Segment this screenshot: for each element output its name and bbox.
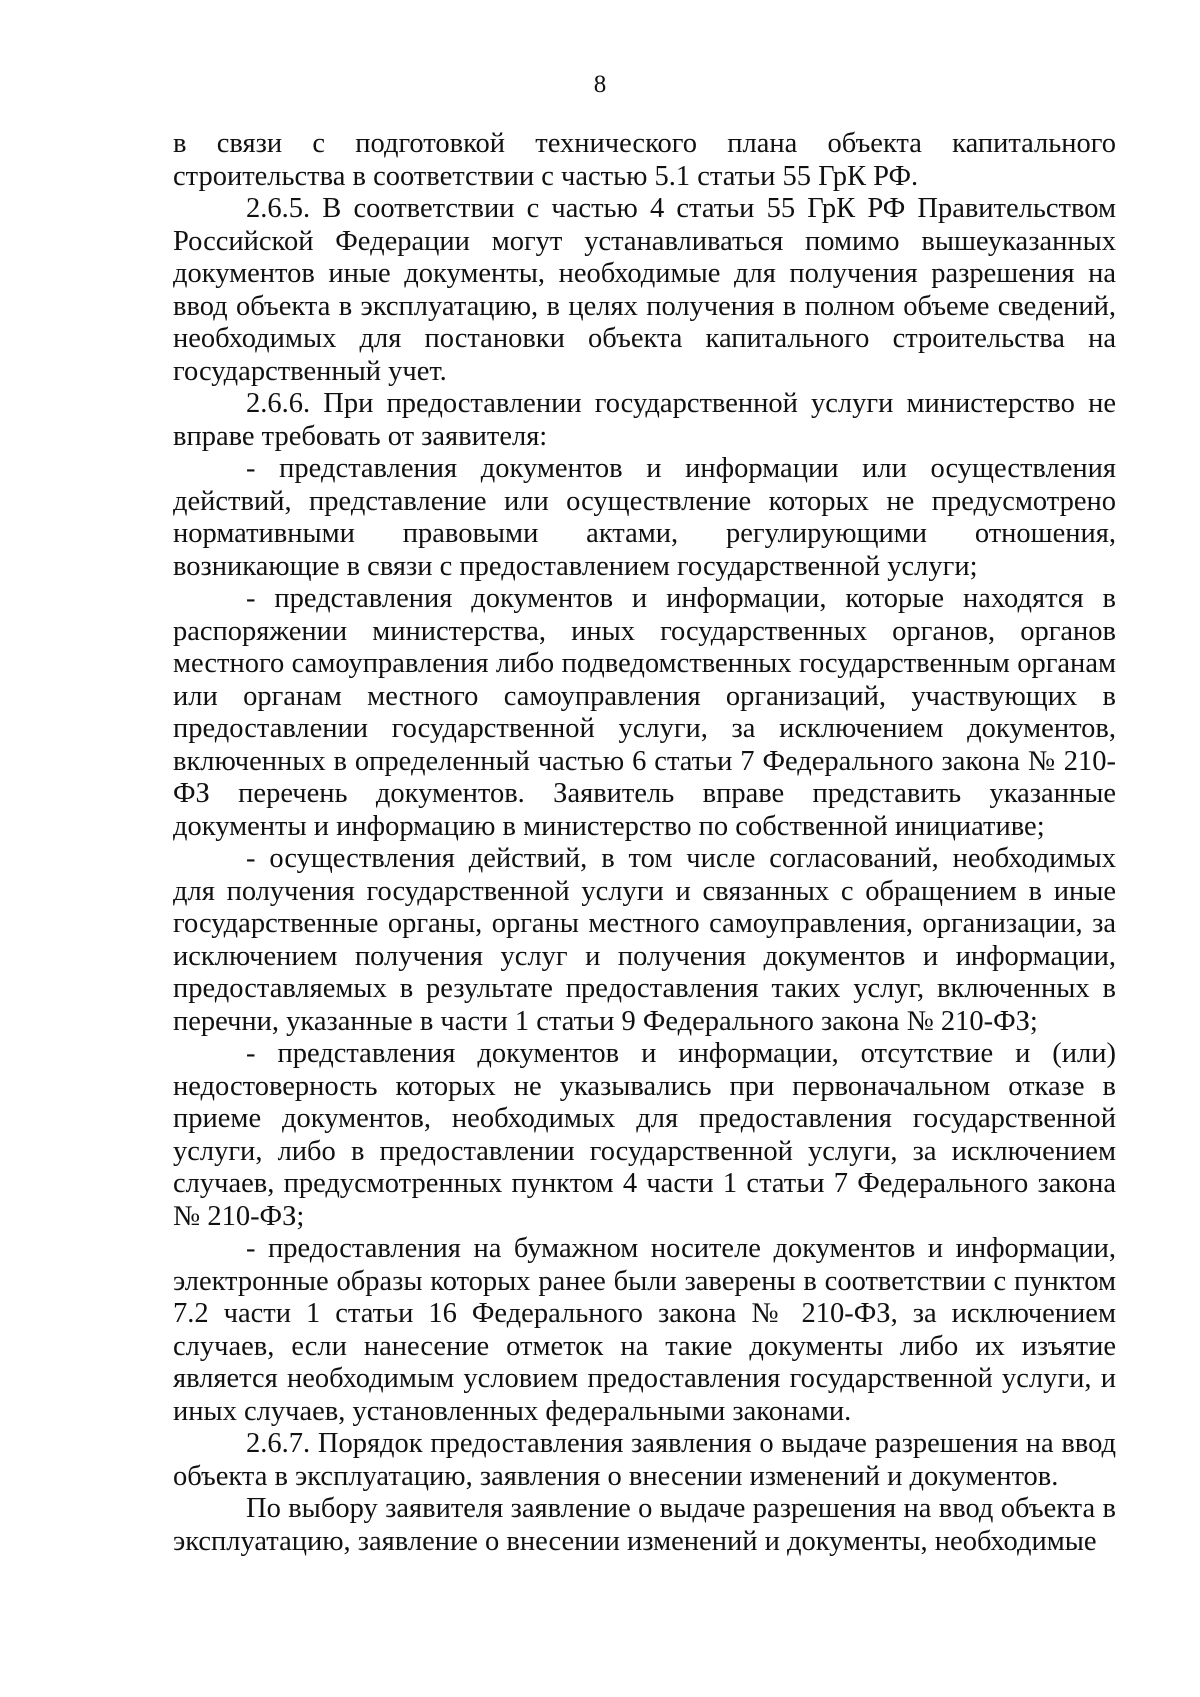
list-item: - предоставления на бумажном носителе документов и информации, электронные образы которых ранее были заверены в соответствии с пунктом 7.2 части 1 статьи 16 Федерального закона № 210-ФЗ, за исключением случаев, если нанесение отметок на такие документы либо их изъятие является необходимым условием предоставления государственной услуги, и иных случаев, установленных федеральными законами. [173,1233,1116,1427]
paragraph-2-6-7: 2.6.7. Порядок предоставления заявления о выдаче разрешения на ввод объекта в эксплуатацию, заявления о внесении изменений и документов. [173,1428,1116,1492]
paragraph-2-6-5: 2.6.5. В соответствии с частью 4 статьи 55 ГрК РФ Правительством Российской Федерации могут устанавливаться помимо вышеуказанных документов иные документы, необходимые для получения разрешения на ввод объекта в эксплуатацию, в целях получения в полном объеме сведений, необходимых для постановки объекта капитального строительства на государственный учет. [173,193,1116,387]
paragraph-applicant-choice: По выбору заявителя заявление о выдаче разрешения на ввод объекта в эксплуатацию, заявление о внесении изменений и документы, необходимые [173,1493,1116,1557]
document-body [173,128,1116,1558]
list-item: - представления документов и информации, которые находятся в распоряжении министерства, иных государственных органов, органов местного самоуправления либо подведомственных государственным органам или органам местного самоуправления организаций, участвующих в предоставлении государственной услуги, за исключением документов, включенных в определенный частью 6 статьи 7 Федерального закона № 210-ФЗ перечень документов. Заявитель вправе представить указанные документы и информацию в министерство по собственной инициативе; [173,583,1116,842]
page-number: 8 [593,71,607,98]
list-item: - представления документов и информации или осуществления действий, представление или осуществление которых не предусмотрено нормативными правовыми актами, регулирующими отношения, возникающие в связи с предоставлением государственной услуги; [173,453,1116,582]
list-item: - представления документов и информации, отсутствие и (или) недостоверность которых не указывались при первоначальном отказе в приеме документов, необходимых для предоставления государственной услуги, либо в предоставлении государственной услуги, за исключением случаев, предусмотренных пунктом 4 части 1 статьи 7 Федерального закона № 210-ФЗ; [173,1038,1116,1232]
list-item: - осуществления действий, в том числе согласований, необходимых для получения государственной услуги и связанных с обращением в иные государственные органы, органы местного самоуправления, организации, за исключением получения услуг и получения документов и информации, предоставляемых в результате предоставления таких услуг, включенных в перечни, указанные в части 1 статьи 9 Федерального закона № 210-ФЗ; [173,843,1116,1037]
paragraph-2-6-6: 2.6.6. При предоставлении государственной услуги министерство не вправе требовать от заявителя: [173,388,1116,452]
paragraph-continuation: в связи с подготовкой технического плана объекта капитального строительства в соответствии с частью 5.1 статьи 55 ГрК РФ. [173,128,1116,192]
